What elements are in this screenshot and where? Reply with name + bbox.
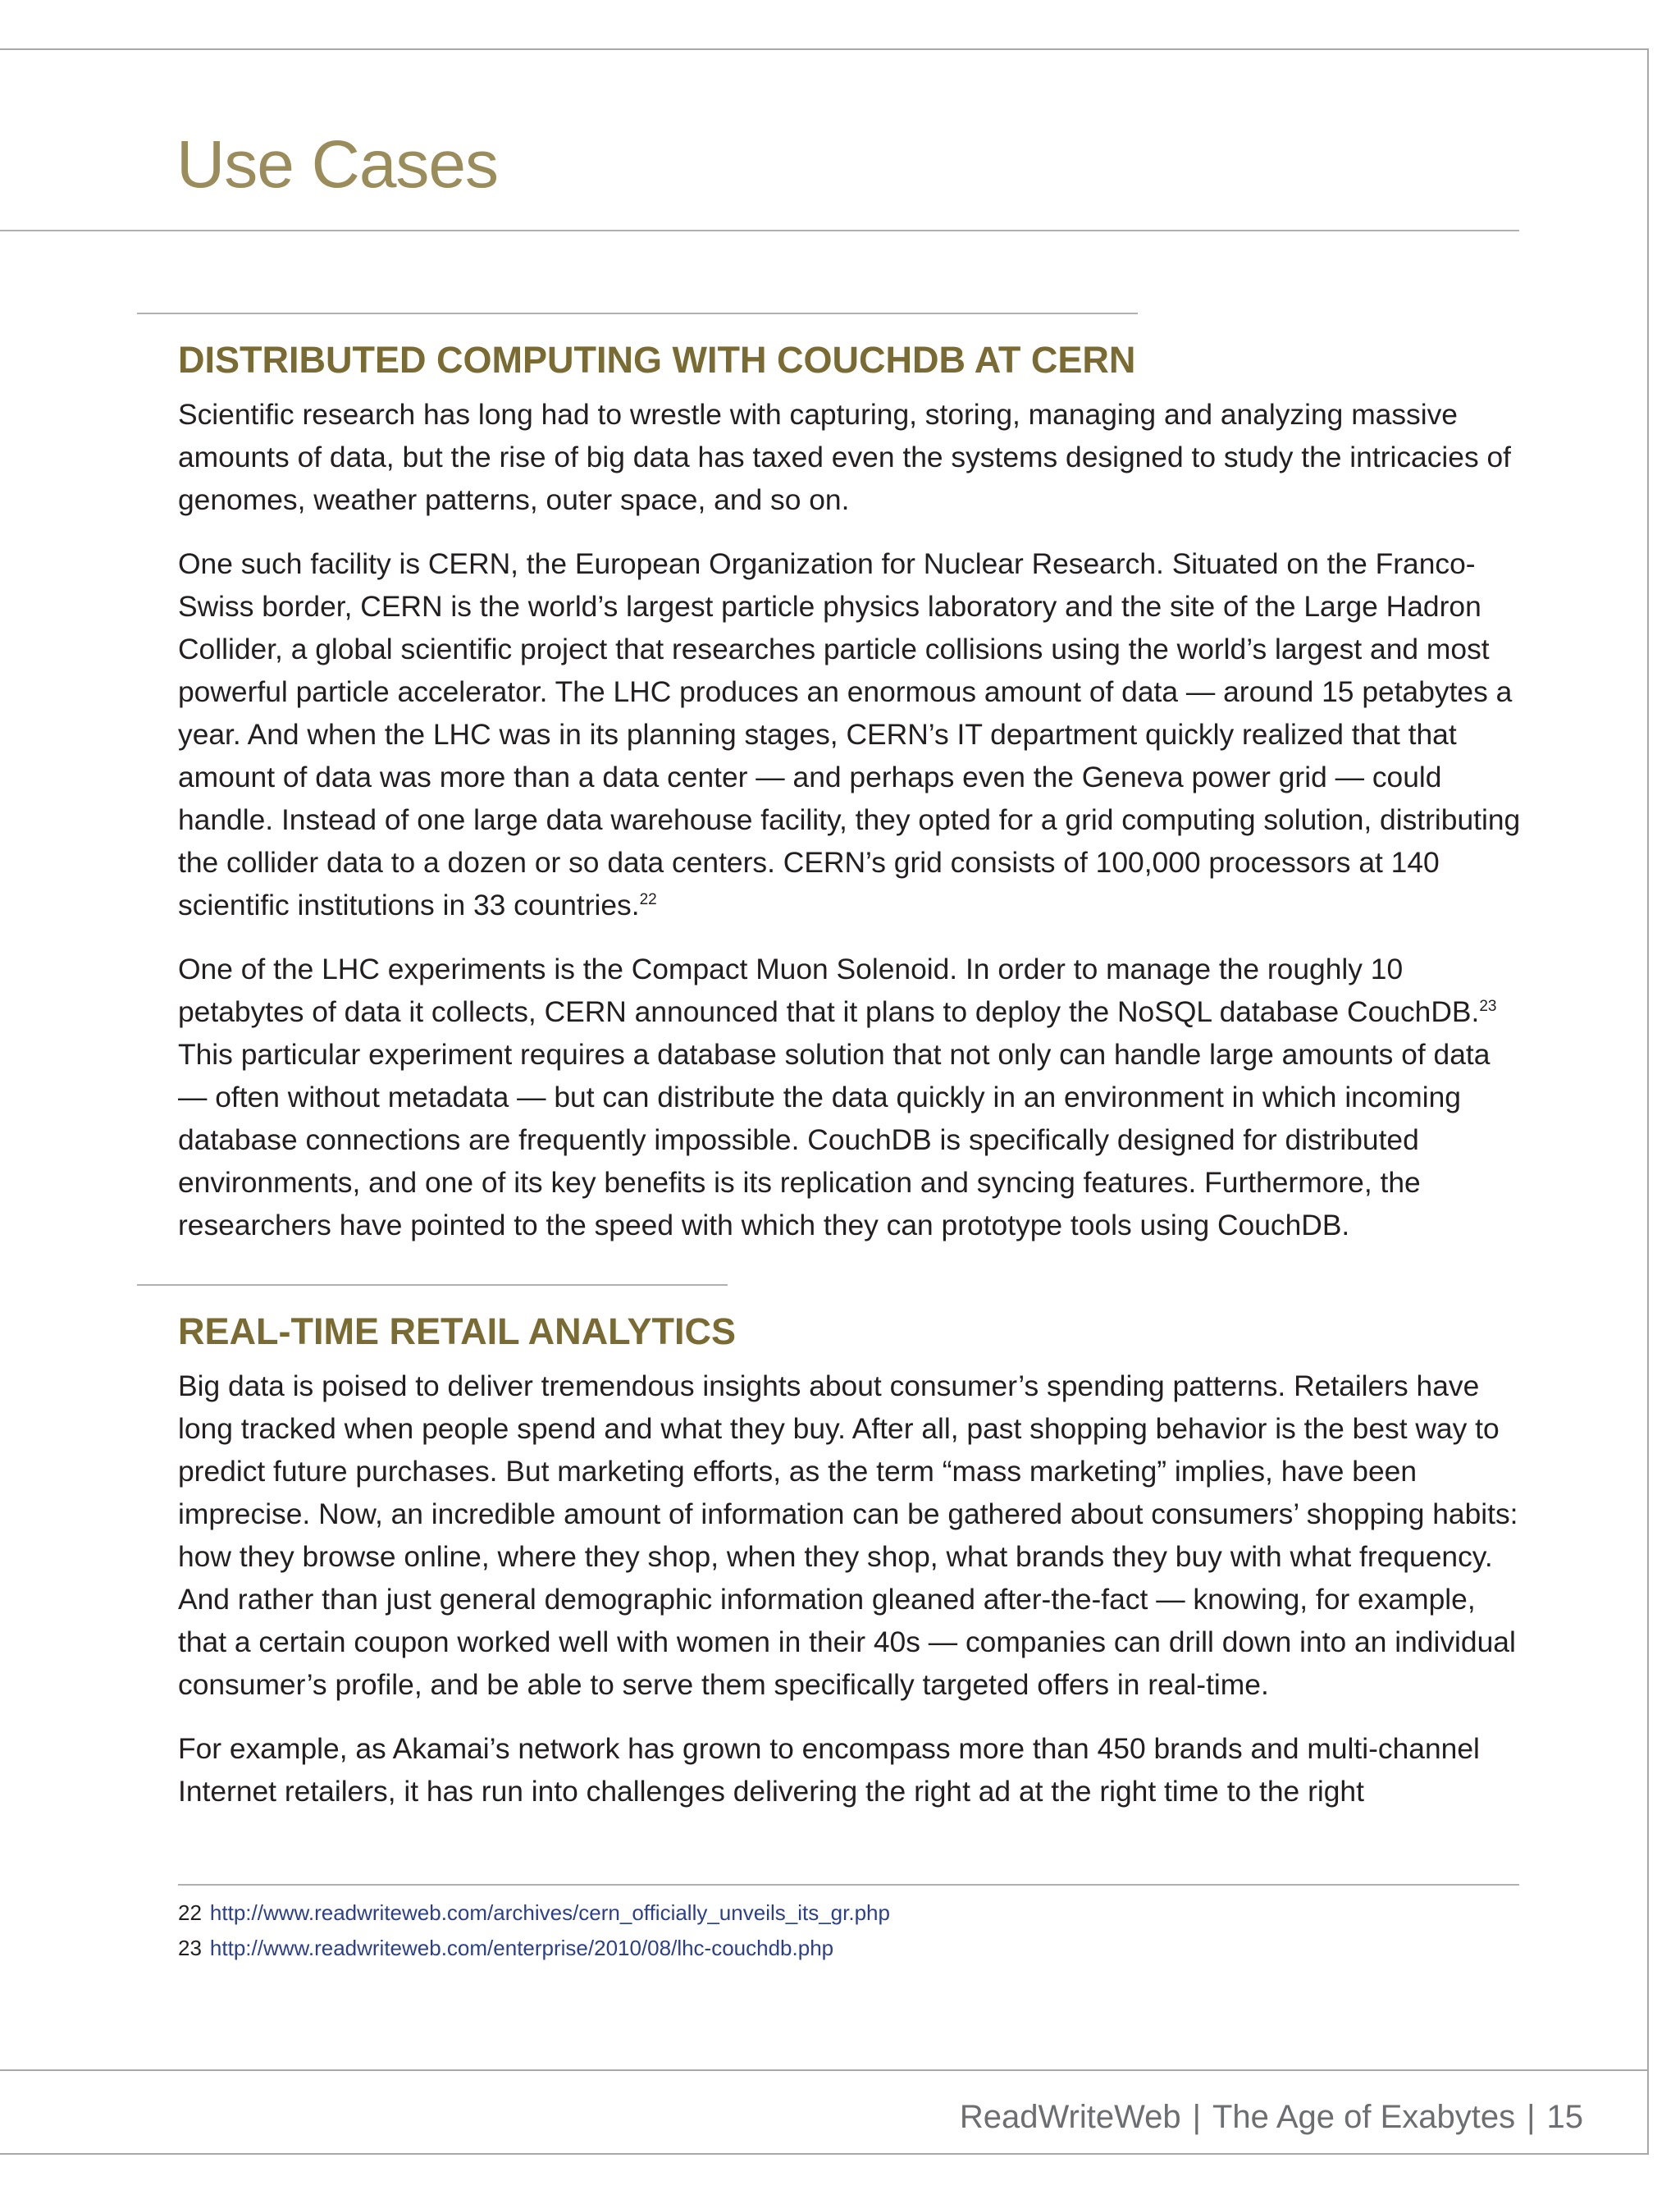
section-body-retail xyxy=(178,1365,1523,1834)
section-heading-retail: REAL-TIME RETAIL ANALYTICS xyxy=(178,1310,737,1352)
paragraph-text: For example, as Akamai’s network has grown to encompass more than 450 brands and multi-channel Internet retailers, it has run into challenges delivering the right ad at the right time to the right xyxy=(178,1732,1480,1808)
paragraph-text: One such facility is CERN, the European Organization for Nuclear Research. Situated on the Franco-Swiss border, CERN is the world’s largest particle physics laboratory and the site of the Large Hadron Collider, a global scientific project that researches particle collisions using the world’s largest and most powerful particle accelerator. The LHC produces an enormous amount of data — around 15 petabytes a year. And when the LHC was in its planning stages, CERN’s IT department quickly realized that that amount of data was more than a data center — and perhaps even the Geneva power grid — could handle. Instead of one large data warehouse facility, they opted for a grid computing solution, distributing the collider data to a dozen or so data centers. CERN’s grid consists of 100,000 processors at 140 scientific institutions in 33 countries. xyxy=(178,547,1521,921)
footnotes xyxy=(178,1895,890,1966)
paragraph-text: Scientific research has long had to wrestle with capturing, storing, managing and analyzing massive amounts of data, but the rise of big data has taxed even the systems designed to study the intricacies of genomes, weather patterns, outer space, and so on. xyxy=(178,398,1511,516)
footnote-divider xyxy=(178,1884,1519,1886)
footnote-23 xyxy=(178,1931,890,1966)
section-divider-cern xyxy=(137,313,1138,314)
paragraph-cern-facility xyxy=(178,542,1523,926)
footer-publisher: ReadWriteWeb xyxy=(959,2099,1181,2135)
section-body-cern xyxy=(178,393,1523,1268)
footer-title: The Age of Exabytes xyxy=(1212,2099,1516,2135)
page-frame-bottom xyxy=(0,2153,1649,2155)
section-heading-cern: DISTRIBUTED COMPUTING WITH COUCHDB AT CERN xyxy=(178,339,1136,381)
paragraph-retail-intro xyxy=(178,1365,1523,1706)
footnote-number: 23 xyxy=(178,1936,202,1960)
footer-divider xyxy=(0,2069,1649,2071)
paragraph-cern-intro xyxy=(178,393,1523,521)
page-frame-top xyxy=(0,48,1649,50)
footnote-22 xyxy=(178,1895,890,1931)
section-divider-retail xyxy=(137,1284,728,1286)
paragraph-retail-akamai xyxy=(178,1727,1523,1813)
page-footer xyxy=(960,2101,1583,2133)
footnote-number: 22 xyxy=(178,1900,202,1925)
paragraph-cern-couchdb xyxy=(178,948,1523,1246)
footnote-ref-23[interactable]: 23 xyxy=(1479,998,1497,1016)
page-number: 15 xyxy=(1546,2099,1583,2135)
footnote-link[interactable]: http://www.readwriteweb.com/enterprise/2010/08/lhc-couchdb.php xyxy=(209,1936,834,1960)
footer-separator: | xyxy=(1192,2099,1201,2135)
title-divider xyxy=(0,230,1519,231)
paragraph-text: One of the LHC experiments is the Compact Muon Solenoid. In order to manage the roughly 10 petabytes of data it collects, CERN announced that it plans to deploy the NoSQL database CouchDB. xyxy=(178,953,1480,1028)
page-frame-right xyxy=(1647,48,1649,2155)
footnote-ref-22[interactable]: 22 xyxy=(639,891,657,909)
page-title: Use Cases xyxy=(176,127,499,202)
paragraph-text: This particular experiment requires a database solution that not only can handle large amounts of data — often without metadata — but can distribute the data quickly in an environment in which incoming database connections are frequently impossible. CouchDB is specifically designed for distributed environments, and one of its key benefits is its replication and syncing features. Furthermore, the researchers have pointed to the speed with which they can prototype tools using CouchDB. xyxy=(178,1038,1491,1241)
footnote-link[interactable]: http://www.readwriteweb.com/archives/cern_officially_unveils_its_gr.php xyxy=(209,1900,890,1925)
paragraph-text: Big data is poised to deliver tremendous insights about consumer’s spending patterns. Retailers have long tracked when people spend and what they buy. After all, past shopping behavior is the best way to predict future purchases. But marketing efforts, as the term “mass marketing” implies, have been imprecise. Now, an incredible amount of information can be gathered about consumers’ shopping habits: how they browse online, where they shop, when they shop, what brands they buy with what frequency. And rather than just general demographic information gleaned after-the-fact — knowing, for example, that a certain coupon worked well with women in their 40s — companies can drill down into an individual consumer’s profile, and be able to serve them specifically targeted offers in real-time. xyxy=(178,1369,1518,1701)
footer-separator: | xyxy=(1527,2099,1536,2135)
